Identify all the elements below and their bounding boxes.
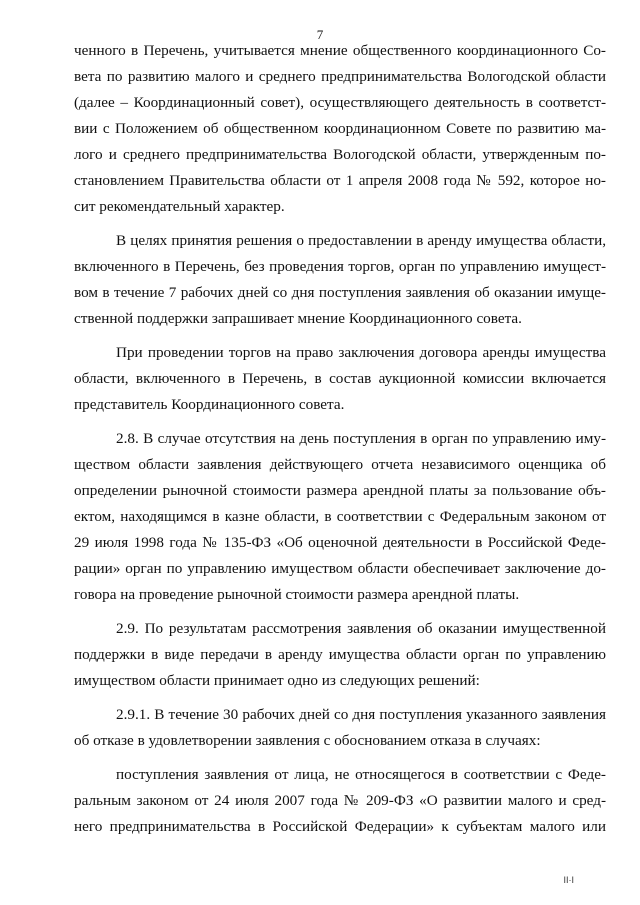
- paragraph: [74, 616, 606, 694]
- text-line: лого и среднего предпринимательства Вологодской области, утвержденным по-: [74, 146, 606, 163]
- paragraph-gap: [74, 754, 606, 762]
- text-line: В целях принятия решения о предоставлении в аренду имущества области,: [116, 232, 606, 249]
- text-line: об отказе в удовлетворении заявления с обоснованием отказа в случаях:: [74, 732, 541, 749]
- paragraph: [74, 762, 606, 840]
- paragraph-gap: [74, 694, 606, 702]
- text-line: рации» орган по управлению имуществом области обеспечивает заключение до-: [74, 560, 606, 577]
- text-line: имуществом области принимает одно из следующих решений:: [74, 672, 480, 689]
- text-line: вии с Положением об общественном координационном Совете по развитию ма-: [74, 120, 606, 137]
- paragraph-gap: [74, 332, 606, 340]
- corner-mark: II·I: [563, 875, 574, 885]
- paragraph: [74, 340, 606, 418]
- text-line: становлением Правительства области от 1 апреля 2008 года № 592, которое но-: [74, 172, 606, 189]
- text-line: ченного в Перечень, учитывается мнение общественного координационного Со-: [74, 42, 606, 59]
- paragraph: [74, 426, 606, 608]
- text-line: 2.9. По результатам рассмотрения заявления об оказании имущественной: [116, 620, 606, 637]
- text-line: 2.8. В случае отсутствия на день поступления в орган по управлению иму-: [116, 430, 606, 447]
- text-line: 2.9.1. В течение 30 рабочих дней со дня поступления указанного заявления: [116, 706, 606, 723]
- paragraph: [74, 702, 606, 754]
- text-line: ственной поддержки запрашивает мнение Координационного совета.: [74, 310, 522, 327]
- text-line: него предпринимательства в Российской Федерации» к субъектам малого или: [74, 818, 606, 835]
- text-line: поступления заявления от лица, не относящегося в соответствии с Феде-: [116, 766, 606, 783]
- text-line: При проведении торгов на право заключения договора аренды имущества: [116, 344, 606, 361]
- text-line: 29 июля 1998 года № 135-ФЗ «Об оценочной деятельности в Российской Феде-: [74, 534, 606, 551]
- text-line: вом в течение 7 рабочих дней со дня поступления заявления об оказании имуще-: [74, 284, 606, 301]
- text-line: ральным законом от 24 июля 2007 года № 209-ФЗ «О развитии малого и сред-: [74, 792, 606, 809]
- text-line: вета по развитию малого и среднего предпринимательства Вологодской области: [74, 68, 606, 85]
- paragraph-gap: [74, 220, 606, 228]
- document-body: [74, 38, 606, 840]
- text-line: поддержки в виде передачи в аренду имущества области орган по управлению: [74, 646, 606, 663]
- text-line: определении рыночной стоимости размера арендной платы за пользование объ-: [74, 482, 606, 499]
- text-line: ектом, находящимся в казне области, в соответствии с Федеральным законом от: [74, 508, 606, 525]
- text-line: области, включенного в Перечень, в состав аукционной комиссии включается: [74, 370, 606, 387]
- paragraph-gap: [74, 418, 606, 426]
- paragraph: [74, 38, 606, 220]
- page-number: 7: [316, 27, 324, 42]
- paragraph: [74, 228, 606, 332]
- paragraph-gap: [74, 608, 606, 616]
- text-line: включенного в Перечень, без проведения торгов, орган по управлению имущест-: [74, 258, 606, 275]
- text-line: говора на проведение рыночной стоимости размера арендной платы.: [74, 586, 520, 603]
- text-line: сит рекомендательный характер.: [74, 198, 285, 215]
- text-line: (далее – Координационный совет), осуществляющего деятельность в соответст-: [74, 94, 606, 111]
- text-line: представитель Координационного совета.: [74, 396, 345, 413]
- text-line: ществом области заявления действующего отчета независимого оценщика об: [74, 456, 606, 473]
